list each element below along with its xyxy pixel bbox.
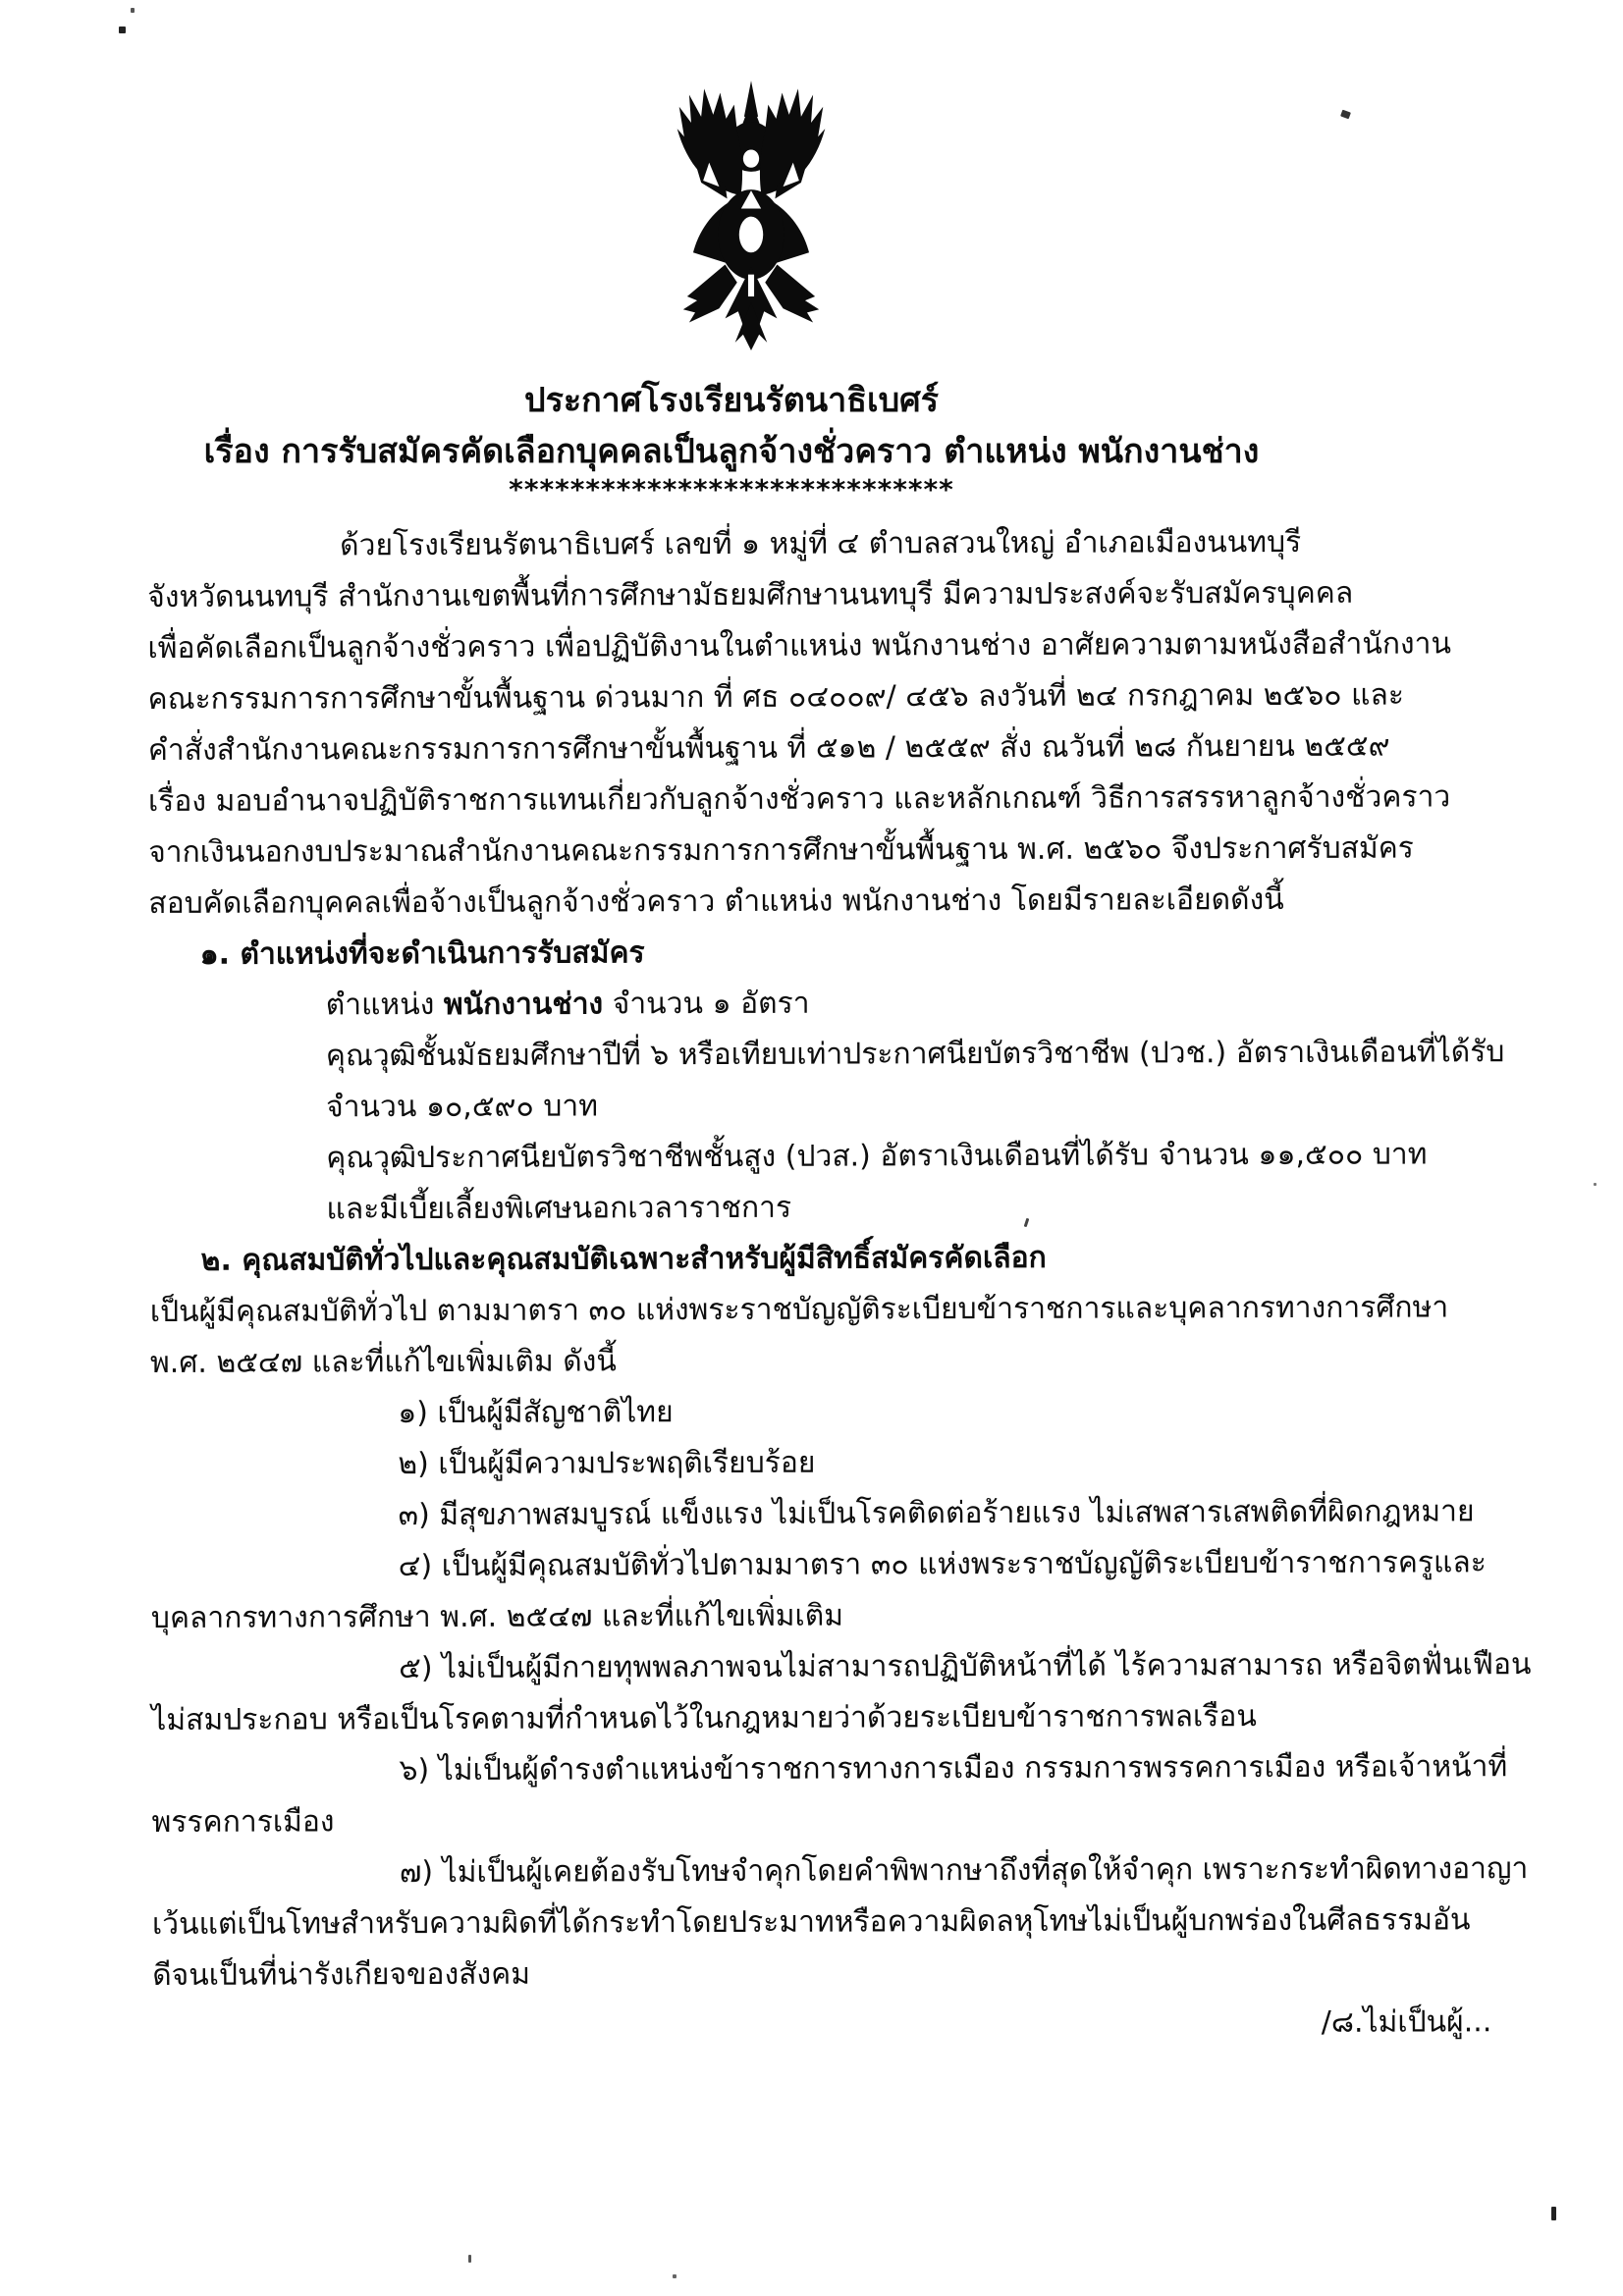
section2-line: เป็นผู้มีคุณสมบัติทั่วไป ตามมาตรา ๓๐ แห่งพระราชบัญญัติระเบียบข้าราชการและบุคลากรทางการศึกษา bbox=[149, 1290, 1449, 1329]
section1-position-line bbox=[149, 976, 1494, 1032]
qualification-item-continuation: ดีจนเป็นที่น่ารังเกียจของสังคม bbox=[152, 1956, 531, 1993]
intro-line: จังหวัดนนทบุรี สำนักงานเขตพื้นที่การศึกษามัธยมศึกษานนทบุรี มีความประสงค์จะรับสมัครบุคคล bbox=[147, 575, 1354, 614]
intro-line: คณะกรรมการการศึกษาขั้นพื้นฐาน ด่วนมาก ที่ ศธ ๐๔๐๐๙/ ๔๕๖ ลงวันที่ ๒๔ กรกฎาคม ๒๕๖๐ และ bbox=[147, 677, 1405, 717]
section1-line: คุณวุฒิประกาศนียบัตรวิชาชีพชั้นสูง (ปวส.) อัตราเงินเดือนที่ได้รับ จำนวน ๑๑,๕๐๐ บาท bbox=[326, 1137, 1428, 1176]
scan-speck bbox=[468, 2255, 471, 2263]
section1-line: คุณวุฒิชั้นมัธยมศึกษาปีที่ ๖ หรือเทียบเท่าประกาศนียบัตรวิชาชีพ (ปวช.) อัตราเงินเดือนที่ได้รับ bbox=[325, 1035, 1505, 1074]
page-title: ประกาศโรงเรียนรัตนาธิเบศร์ bbox=[523, 381, 939, 420]
scan-speck bbox=[673, 2274, 676, 2278]
intro-line: เพื่อคัดเลือกเป็นลูกจ้างชั่วคราว เพื่อปฏิบัติงานในตำแหน่ง พนักงานช่าง อาศัยความตามหนังสือสำนักงาน bbox=[147, 626, 1452, 666]
qualification-item: ๓) มีสุขภาพสมบูรณ์ แข็งแรง ไม่เป็นโรคติดต่อร้ายแรง ไม่เสพสารเสพติดที่ผิดกฎหมาย bbox=[398, 1494, 1475, 1533]
scan-speck bbox=[131, 8, 135, 13]
position-name: พนักงานช่าง bbox=[443, 987, 604, 1022]
qualification-item-continuation: เว้นแต่เป็นโทษสำหรับความผิดที่ได้กระทำโดยประมาทหรือความผิดลหุโทษไม่เป็นผู้บกพร่องในศีลธรรมอัน bbox=[151, 1902, 1471, 1942]
qualification-item: ๗) ไม่เป็นผู้เคยต้องรับโทษจำคุกโดยคำพิพากษาถึงที่สุดให้จำคุก เพราะกระทำผิดทางอาญา bbox=[399, 1851, 1529, 1891]
next-page-marker: /๘.ไม่เป็นผู้... bbox=[1321, 2004, 1492, 2040]
qualification-item-continuation: บุคลากรทางการศึกษา พ.ศ. ๒๕๔๗ และที่แก้ไขเพิ่มเติม bbox=[150, 1598, 844, 1635]
section2-heading: ๒. คุณสมบัติทั่วไปและคุณสมบัติเฉพาะสำหรับผู้มีสิทธิ์สมัครคัดเลือก bbox=[200, 1240, 1047, 1278]
qualification-item-continuation: พรรคการเมือง bbox=[151, 1804, 335, 1840]
intro-line: สอบคัดเลือกบุคคลเพื่อจ้างเป็นลูกจ้างชั่วคราว ตำแหน่ง พนักงานช่าง โดยมีรายละเอียดดังนี้ bbox=[148, 881, 1284, 921]
intro-line: เรื่อง มอบอำนาจปฏิบัติราชการแทนเกี่ยวกับลูกจ้างชั่วคราว และหลักเกณฑ์ วิธีการสรรหาลูกจ้างชั่วคราว bbox=[147, 779, 1451, 819]
section1-heading: ๑. ตำแหน่งที่จะดำเนินการรับสมัคร bbox=[199, 935, 645, 972]
scan-speck bbox=[1594, 1183, 1596, 1186]
subject-line: เรื่อง การรับสมัครคัดเลือกบุคคลเป็นลูกจ้างชั่วคราว ตำแหน่ง พนักงานช่าง bbox=[203, 432, 1260, 471]
section1-line: และมีเบี้ยเลี้ยงพิเศษนอกเวลาราชการ bbox=[326, 1190, 792, 1227]
intro-line: ด้วยโรงเรียนรัตนาธิเบศร์ เลขที่ ๑ หมู่ที่ ๔ ตำบลสวนใหญ่ อำเภอเมืองนนทบุรี bbox=[340, 524, 1302, 563]
position-prefix: ตำแหน่ง bbox=[325, 987, 444, 1023]
document-body bbox=[147, 516, 1532, 2053]
qualification-item: ๕) ไม่เป็นผู้มีกายทุพพลภาพจนไม่สามารถปฏิบัติหน้าที่ได้ ไร้ความสามารถ หรือจิตฟั่นเฟือน bbox=[399, 1647, 1532, 1686]
position-suffix: จำนวน ๑ อัตรา bbox=[603, 986, 810, 1022]
intro-line: คำสั่งสำนักงานคณะกรรมการการศึกษาขั้นพื้นฐาน ที่ ๕๑๒ / ๒๕๕๙ สั่ง ณวันที่ ๒๘ กันยายน ๒๕๕๙ bbox=[147, 728, 1390, 768]
star-divider: ***************************** bbox=[509, 473, 954, 506]
section2-line: พ.ศ. ๒๕๔๗ และที่แก้ไขเพิ่มเติม ดังนี้ bbox=[149, 1344, 617, 1380]
qualification-item: ๒) เป็นผู้มีความประพฤติเรียบร้อย bbox=[398, 1445, 816, 1482]
scan-speck bbox=[1551, 2207, 1556, 2220]
qualification-item: ๖) ไม่เป็นผู้ดำรงตำแหน่งข้าราชการทางการเมือง กรรมการพรรคการเมือง หรือเจ้าหน้าที่ bbox=[399, 1749, 1508, 1789]
intro-line: จากเงินนอกงบประมาณสำนักงานคณะกรรมการการศึกษาขั้นพื้นฐาน พ.ศ. ๒๕๖๐ จึงประกาศรับสมัคร bbox=[148, 830, 1414, 870]
garuda-emblem-icon bbox=[630, 67, 872, 351]
scan-speck bbox=[1340, 110, 1351, 120]
section1-line: จำนวน ๑๐,๕๙๐ บาท bbox=[326, 1089, 599, 1125]
scan-speck bbox=[119, 27, 126, 33]
qualification-item-continuation: ไม่สมประกอบ หรือเป็นโรคตามที่กำหนดไว้ในกฎหมายว่าด้วยระเบียบข้าราชการพลเรือน bbox=[151, 1699, 1257, 1737]
qualification-item: ๑) เป็นผู้มีสัญชาติไทย bbox=[398, 1395, 674, 1431]
qualification-item: ๔) เป็นผู้มีคุณสมบัติทั่วไปตามมาตรา ๓๐ แห่งพระราชบัญญัติระเบียบข้าราชการครูและ bbox=[398, 1545, 1487, 1584]
